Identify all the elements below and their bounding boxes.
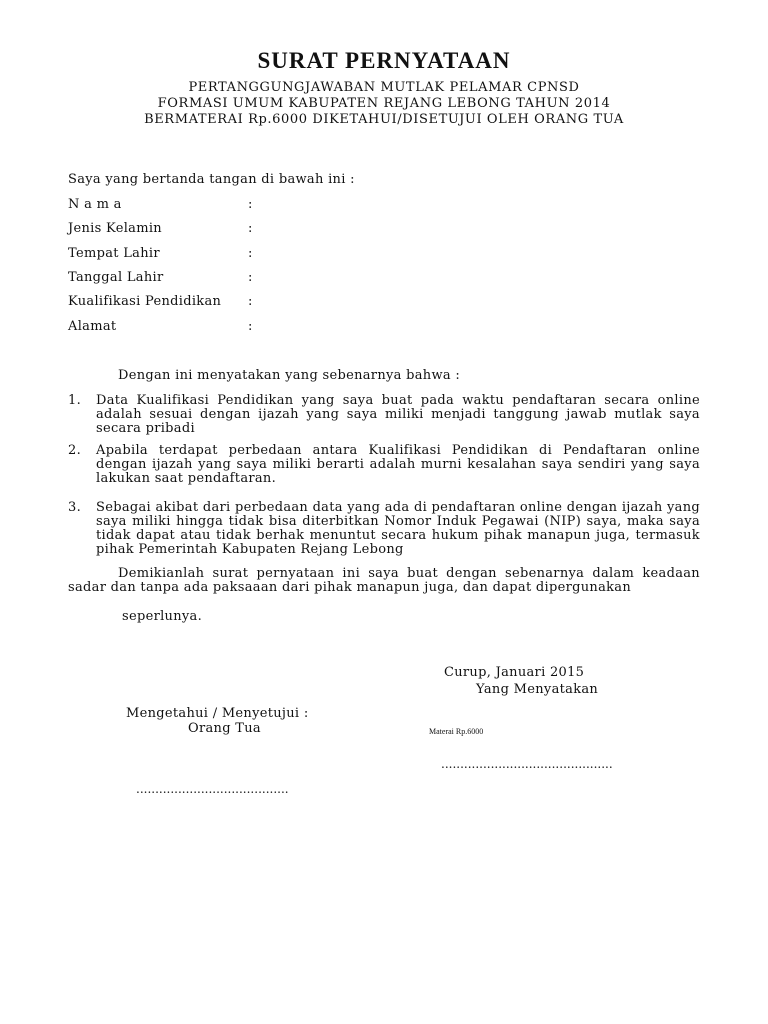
document-title: SURAT PERNYATAAN: [257, 48, 511, 73]
intro-text: Saya yang bertanda tangan di bawah ini :: [68, 172, 355, 187]
field-label-jenis-kelamin: Jenis Kelamin: [68, 221, 162, 236]
place-date: Curup, Januari 2015: [444, 665, 585, 680]
parent-label: Orang Tua: [188, 721, 261, 736]
point-text-3: Sebagai akibat dari perbedaan data yang ada di pendaftaran online dengan ijazah yang saya miliki hingga tidak bisa diterbitkan Nomor Induk Pegawai (NIP) saya, maka saya tidak dapat atau tidak berhak menuntut secara hukum pihak manapun juga, termasuk pihak Pemerintah Kabupaten Rejang Lebong: [96, 500, 700, 557]
field-colon-tempat-lahir: :: [248, 246, 253, 261]
approval-label: Mengetahui / Menyetujui :: [126, 706, 309, 721]
field-colon-tanggal-lahir: :: [248, 270, 253, 285]
declarant-label: Yang Menyatakan: [476, 682, 599, 697]
point-number-1: 1.: [68, 393, 82, 408]
field-label-alamat: Alamat: [68, 319, 117, 334]
field-colon-jenis-kelamin: :: [248, 221, 253, 236]
subtitle-line-2: FORMASI UMUM KABUPATEN REJANG LEBONG TAHUN 2014: [157, 96, 611, 111]
field-label-nama: N a m a: [68, 197, 122, 212]
point-text-1: Data Kualifikasi Pendidikan yang saya buat pada waktu pendaftaran secara online adalah sesuai dengan ijazah yang saya miliki menjadi tanggung jawab mutlak saya secara pribadi: [96, 393, 700, 436]
closing-paragraph: Demikianlah surat pernyataan ini saya buat dengan sebenarnya dalam keadaan sadar dan tanpa ada paksaaan dari pihak manapun juga, dan dapat dipergunakan: [68, 566, 700, 595]
subtitle-line-3: BERMATERAI Rp.6000 DIKETAHUI/DISETUJUI OLEH ORANG TUA: [144, 112, 624, 127]
stamp-label: Materai Rp.6000: [429, 727, 484, 736]
point-number-2: 2.: [68, 443, 82, 458]
statement-intro: Dengan ini menyatakan yang sebenarnya bahwa :: [118, 368, 461, 383]
field-colon-alamat: :: [248, 319, 253, 334]
signature-line-declarant: .............................................: [441, 757, 613, 771]
closing-end: seperlunya.: [122, 609, 203, 624]
field-label-kualifikasi: Kualifikasi Pendidikan: [68, 294, 222, 309]
signature-line-parent: ........................................: [136, 782, 289, 796]
point-number-3: 3.: [68, 500, 82, 515]
subtitle-line-1: PERTANGGUNGJAWABAN MUTLAK PELAMAR CPNSD: [188, 80, 580, 95]
field-colon-kualifikasi: :: [248, 294, 253, 309]
field-colon-nama: :: [248, 197, 253, 212]
field-label-tanggal-lahir: Tanggal Lahir: [68, 270, 164, 285]
field-label-tempat-lahir: Tempat Lahir: [68, 246, 160, 261]
point-text-2: Apabila terdapat perbedaan antara Kualifikasi Pendidikan di Pendaftaran online dengan ijazah yang saya miliki berarti adalah murni kesalahan saya sendiri yang saya lakukan saat pendaftaran.: [96, 443, 700, 486]
